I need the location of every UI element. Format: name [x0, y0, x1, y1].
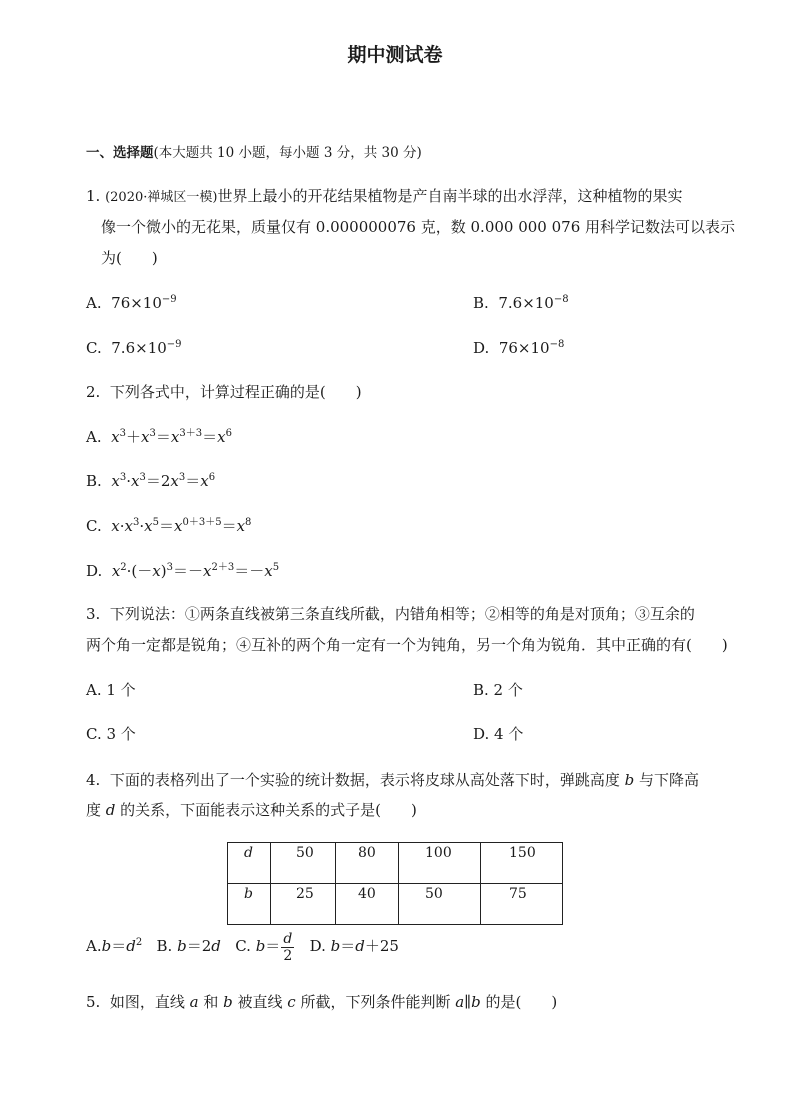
table-cell: 40 — [358, 886, 376, 902]
table-cell: 100 — [425, 845, 452, 861]
page-title: 期中测试卷 — [347, 44, 443, 66]
section-title: 一、选择题 — [86, 145, 154, 161]
q1-option-d[interactable]: D. $76\times 10^{-8}$ — [473, 339, 565, 357]
q3-option-c[interactable]: C. 3 个 — [86, 725, 136, 743]
q1-text-1: 世界上最小的开花结果植物是产自南半球的出水浮萍，这种植物的果实 — [217, 187, 683, 205]
q1-option-b[interactable]: B. $7.6\times 10^{-8}$ — [473, 294, 569, 312]
table-head-d: d — [244, 845, 253, 861]
q2-number: 2. — [86, 383, 101, 401]
table-row — [228, 884, 563, 925]
q2-option-b[interactable]: B. $x^3\cdot x^3=2x^3=x^6$ — [86, 472, 216, 490]
q3-option-a[interactable]: A. 1 个 — [86, 681, 136, 699]
q3-option-b[interactable]: B. 2 个 — [473, 681, 523, 699]
table-cell: 80 — [358, 845, 376, 861]
q2-text: 下列各式中，计算过程正确的是( ) — [109, 383, 362, 401]
q1-option-a[interactable]: A. $76\times 10^{-9}$ — [86, 294, 177, 312]
q5-number: 5. — [86, 993, 101, 1011]
fraction: $\frac{d}{2}$ — [283, 930, 293, 964]
q3-number: 3. — [86, 605, 101, 623]
table-cell: 150 — [509, 845, 536, 861]
q1-line2: 像一个微小的无花果，质量仅有 0.000000076 克，数 0.000 000 076 用科学记数法可以表示 — [101, 218, 736, 236]
table-cell: 25 — [296, 886, 314, 902]
q1-line3: 为( ) — [101, 249, 158, 267]
q4-line2: 度 d 的关系，下面能表示这种关系的式子是( ) — [86, 801, 417, 819]
q4-option-c[interactable]: C. b＝ $\frac{d}{2}$ — [235, 930, 293, 964]
q1-line1 — [86, 186, 682, 208]
q3-option-d[interactable]: D. 4 个 — [473, 725, 524, 743]
section-heading — [86, 143, 422, 163]
q2-option-c[interactable]: C. $x\cdot x^3\cdot x^5=x^{0+3+5}=x^8$ — [86, 517, 252, 535]
q5-stem: 5. 如图，直线 a 和 b 被直线 c 所截，下列条件能判断 a∥b 的是( ) — [86, 993, 558, 1011]
q3-line1 — [86, 604, 695, 624]
q3-line2: 两个角一定都是锐角；④互补的两个角一定有一个为钝角，另一个角为锐角．其中正确的有( ) — [86, 636, 728, 654]
q4-options — [86, 928, 399, 964]
q4-number: 4. — [86, 771, 101, 789]
table-cell: 75 — [509, 886, 527, 902]
q2-stem — [86, 382, 362, 402]
table-head-b: b — [244, 886, 253, 902]
q4-option-b[interactable]: B. b＝2d — [156, 937, 221, 955]
data-table — [227, 842, 563, 925]
q1-source: (2020·禅城区一模) — [105, 190, 218, 205]
q2-option-a[interactable]: A. $x^3+x^3=x^{3+3}=x^6$ — [86, 428, 232, 446]
table-cell: 50 — [296, 845, 314, 861]
table-cell: 50 — [425, 886, 443, 902]
q3-text-1: 下列说法：①两条直线被第三条直线所截，内错角相等；②相等的角是对顶角；③互余的 — [109, 605, 695, 623]
section-note: (本大题共 10 小题，每小题 3 分，共 30 分) — [153, 145, 422, 161]
q4-line1: 4. 下面的表格列出了一个实验的统计数据，表示将皮球从高处落下时，弹跳高度 b 与下降高 — [86, 771, 700, 789]
q2-option-d[interactable]: D. $x^2\cdot(-x)^3=-x^{2+3}=-x^5$ — [86, 562, 280, 580]
q4-option-a[interactable]: $A.b=d^2$ — [86, 937, 143, 955]
q1-number: 1. — [86, 187, 101, 205]
q4-option-d[interactable]: D. b＝d＋25 — [309, 937, 399, 955]
table-row — [228, 843, 563, 884]
q1-option-c[interactable]: C. $7.6\times 10^{-9}$ — [86, 339, 182, 357]
